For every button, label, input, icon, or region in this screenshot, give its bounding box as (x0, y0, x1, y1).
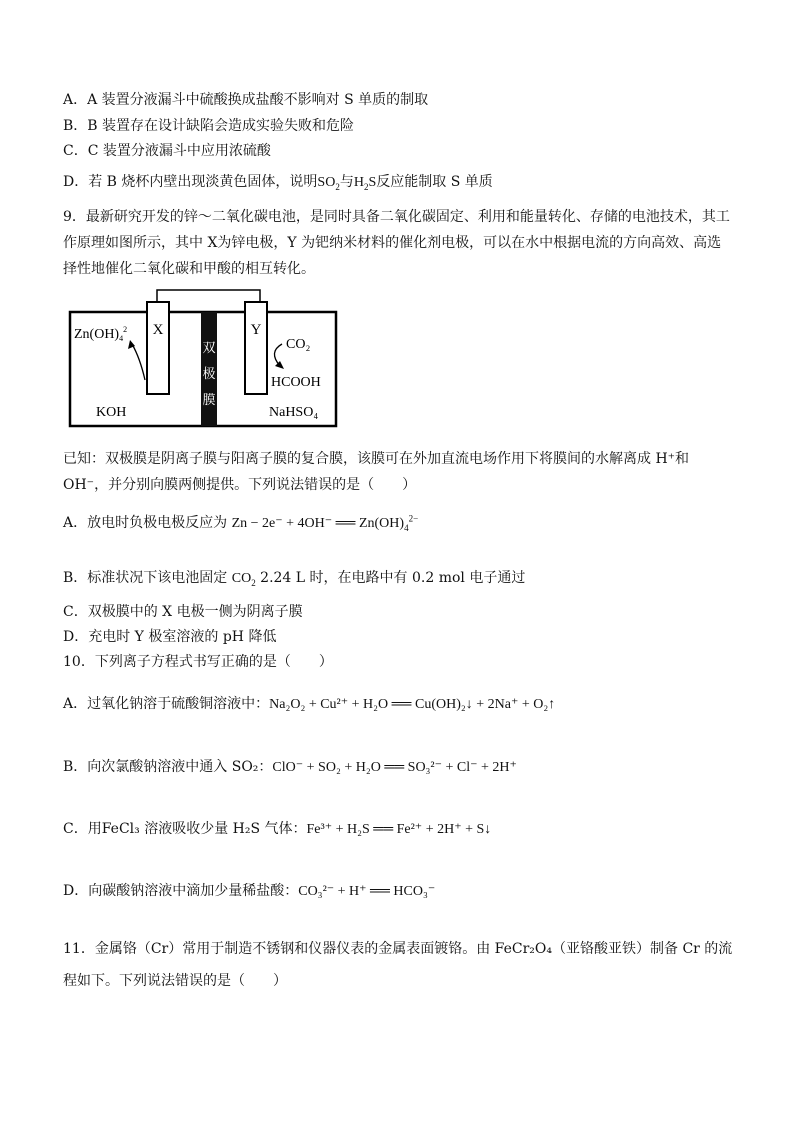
q9-known-condition: 已知：双极膜是阴离子膜与阳离子膜的复合膜，该膜可在外加直流电场作用下将膜间的水解离成 H⁺和 OH⁻，并分别向膜两侧提供。下列说法错误的是（ ） (63, 451, 690, 493)
q8-option-c: C．C 装置分液漏斗中应用浓硫酸 (63, 143, 271, 159)
membrane-char-3: 膜 (202, 392, 216, 407)
q9-stem: 9．最新研究开发的锌～二氧化碳电池，是同时具备二氧化碳固定、利用和能量转化、存储的电池技术，其工作原理如图所示，其中 X为锌电极，Y 为钯纳米材料的催化剂电极，可以在水中根据电流的方向高效、高选择性地催化二氧化碳和甲酸的相互转化。 (63, 209, 730, 277)
hcooh-label: HCOOH (271, 375, 321, 390)
q8-option-d: D．若 B 烧杯内壁出现淡黄色固体，说明$SO_2$与$H_2S$反应能制取 S 单质 (63, 174, 493, 192)
co2-arrow (274, 344, 282, 366)
electrode-y-label: Y (250, 322, 262, 338)
membrane-char-1: 双 (202, 340, 216, 355)
zn-co2-battery-diagram (68, 288, 340, 430)
q10-option-c: C．用FeCl₃ 溶液吸收少量 H₂S 气体：Fe³⁺ + H₂S ══ Fe²⁺ + 2H⁺ + S↓ (63, 821, 492, 837)
q9-option-a: A．放电时负极电极反应为 Zn − 2e⁻ + 4OH⁻ ══ $Zn(OH)_4^{2-}$ (63, 513, 419, 533)
co2-arrowhead (275, 361, 284, 369)
zincate-label: $Zn(OH)_4^2$ (74, 325, 128, 343)
q9-option-b: B．标准状况下该电池固定 $CO_2$ 2.24 L 时，在电路中有 0.2 mol 电子通过 (63, 570, 526, 588)
electrode-x-label: X (152, 322, 164, 338)
koh-label: KOH (96, 405, 127, 420)
q10-stem: 10．下列离子方程式书写正确的是（ ） (63, 654, 333, 670)
co2-label: CO₂ (286, 337, 311, 352)
q9-option-d: D．充电时 Y 极室溶液的 pH 降低 (63, 629, 277, 645)
electrode-x (147, 302, 169, 394)
zincate-arrow (132, 344, 145, 380)
q10-option-a: A．过氧化钠溶于硫酸铜溶液中：Na₂O₂ + Cu²⁺ + H₂O ══ Cu(OH)₂↓ + 2Na⁺ + O₂↑ (63, 696, 556, 712)
q10-option-b: B．向次氯酸钠溶液中通入 SO₂：ClO⁻ + SO₂ + H₂O ══ SO₃²⁻ + Cl⁻ + 2H⁺ (63, 759, 517, 775)
q11-stem: 11．金属铬（Cr）常用于制造不锈钢和仪器仪表的金属表面镀铬。由 FeCr₂O₄（亚铬酸亚铁）制备 Cr 的流程如下。下列说法错误的是（ ） (63, 941, 733, 989)
electrode-y (245, 302, 267, 394)
q8-option-a: A．A 装置分液漏斗中硫酸换成盐酸不影响对 S 单质的制取 (63, 92, 429, 108)
q8-option-b: B．B 装置存在设计缺陷会造成实验失败和危险 (63, 118, 355, 134)
nahso4-label: NaHSO₄ (269, 405, 319, 420)
q10-option-d: D．向碳酸钠溶液中滴加少量稀盐酸：CO₃²⁻ + H⁺ ══ HCO₃⁻ (63, 883, 436, 899)
q8-option-d-text: D．若 B 烧杯内壁出现淡黄色固体，说明 (63, 174, 318, 190)
membrane-char-2: 极 (202, 366, 216, 381)
q9-option-c: C．双极膜中的 X 电极一侧为阴离子膜 (63, 604, 303, 620)
